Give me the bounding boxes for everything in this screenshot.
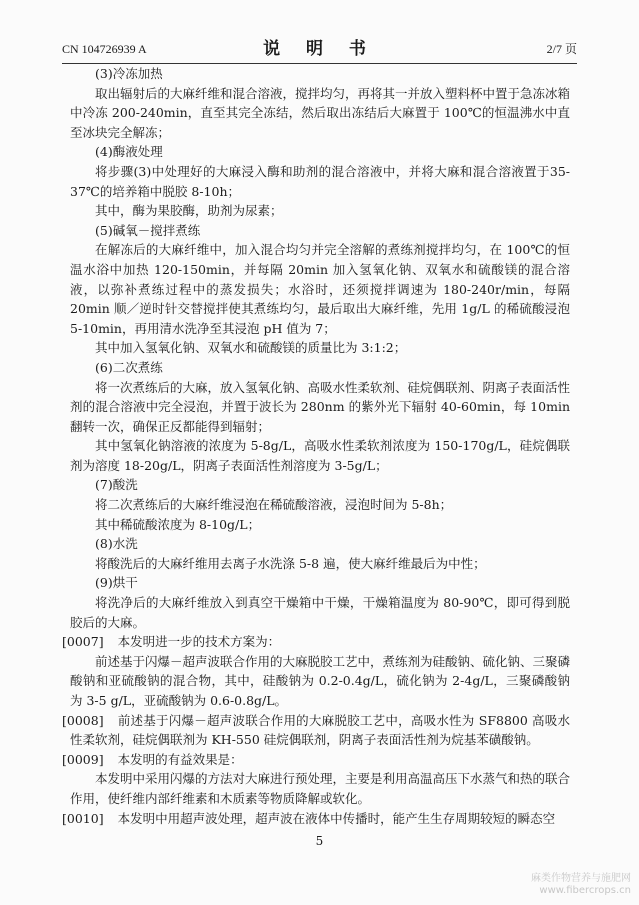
publication-number: CN 104726939 A <box>62 42 147 56</box>
paragraph-text: 本发明中采用闪爆的方法对大麻进行预处理，主要是利用高温高压下水蒸气和热的联合作用，使纤维内部纤维素和木质素等物质降解或软化。 <box>70 771 571 806</box>
paragraph-text: 将一次煮练后的大麻，放入氢氧化钠、高吸水性柔软剂、硅烷偶联剂、阴离子表面活性剂的混合溶液中完全浸泡，并置于波长为 280nm 的紫外光下辐射 40-60min，每 10min 翻转一次，确保正反都能得到辐射； <box>70 379 571 434</box>
paragraph-text: (4)酶液处理 <box>95 144 163 160</box>
body-paragraph <box>70 221 570 241</box>
paragraph-text: (7)酸洗 <box>95 477 138 493</box>
body-paragraph <box>70 769 570 808</box>
body-paragraph <box>70 495 570 515</box>
paragraph-text: 本发明进一步的技术方案为： <box>117 634 281 650</box>
paragraph-text: 将步骤(3)中处理好的大麻浸入酶和助剂的混合溶液中，并将大麻和混合溶液置于35-37℃的培养箱中脱胶 8-10h； <box>70 163 570 199</box>
paragraph-text: 将洗净后的大麻纤维放入到真空干燥箱中干燥，干燥箱温度为 80-90℃，即可得到脱胶后的大麻。 <box>70 595 570 630</box>
body-paragraph <box>70 358 570 378</box>
body-paragraph <box>70 240 570 338</box>
paragraph-number: [0010] <box>62 810 104 826</box>
page-indicator: 2/7 页 <box>546 42 577 56</box>
body-paragraph <box>70 142 570 162</box>
paragraph-text: 取出辐射后的大麻纤维和混合溶液，搅拌均匀，再将其一并放入塑料杯中置于急冻冰箱中冷冻 200-240min，直至其完全冻结，然后取出冻结后大麻置于 100℃的恒温沸水中直至冰块完全解冻； <box>70 85 571 140</box>
paragraph-text: 将二次煮练后的大麻纤维浸泡在稀硫酸溶液，浸泡时间为 5-8h； <box>95 497 453 513</box>
body-paragraph <box>70 64 570 84</box>
paragraph-text: (5)碱氧－搅拌煮练 <box>95 222 201 238</box>
paragraph-text: (8)水洗 <box>95 536 138 552</box>
paragraph-number: [0009] <box>62 751 104 767</box>
paragraph-text: 将酸洗后的大麻纤维用去离子水洗涤 5-8 遍，使大麻纤维最后为中性； <box>95 555 486 571</box>
paragraph-number: [0007] <box>62 634 104 650</box>
watermark-site-name: 麻类作物营养与施肥网 <box>531 873 631 884</box>
page-header <box>62 33 577 64</box>
numbered-paragraph <box>62 750 570 770</box>
body-paragraph <box>70 436 570 475</box>
paragraph-text: (9)烘干 <box>95 575 138 591</box>
paragraph-text: 本发明的有益效果是： <box>117 751 243 767</box>
body-paragraph <box>70 534 570 554</box>
body-paragraph <box>70 573 570 593</box>
paragraph-number: [0008] <box>62 712 104 728</box>
body-paragraph <box>70 162 570 201</box>
numbered-paragraph <box>62 809 570 829</box>
body-paragraph <box>70 201 570 221</box>
site-watermark <box>531 873 631 897</box>
body-paragraph <box>70 84 570 143</box>
watermark-url: www.fibercrops.cn <box>539 885 631 896</box>
body-paragraph <box>70 554 570 574</box>
paragraph-text: 其中稀硫酸浓度为 8-10g/L； <box>95 516 261 532</box>
body-paragraph <box>70 475 570 495</box>
document-body <box>62 64 571 828</box>
paragraph-text: 其中，酶为果胶酶，助剂为尿素； <box>95 203 283 219</box>
numbered-paragraph <box>62 632 570 652</box>
body-paragraph <box>70 378 570 437</box>
paragraph-text: 前述基于闪爆－超声波联合作用的大麻脱胶工艺中，高吸水性为 SF8800 高吸水性柔软剂，硅烷偶联剂为 KH-550 硅烷偶联剂，阴离子表面活性剂为烷基苯磺酸钠。 <box>70 712 570 748</box>
paragraph-text: 其中加入氢氧化钠、双氧水和硫酸镁的质量比为 3:1:2； <box>95 340 407 356</box>
paragraph-text: 本发明中用超声波处理，超声波在液体中传播时，能产生生存周期较短的瞬态空 <box>117 810 556 826</box>
paragraph-text: (6)二次煮练 <box>95 359 163 375</box>
body-paragraph <box>70 652 570 711</box>
numbered-paragraph <box>62 711 570 750</box>
paragraph-text: 前述基于闪爆－超声波联合作用的大麻脱胶工艺中，煮练剂为硅酸钠、硫化钠、三聚磷酸钠和亚硫酸钠的混合物，其中，硅酸钠为 0.2-0.4g/L，硫化钠为 2-4g/L，三聚磷酸钠为 3-5 g/L，亚硫酸钠为 0.6-0.8g/L。 <box>70 653 571 708</box>
body-paragraph <box>70 515 570 535</box>
paragraph-text: (3)冷冻加热 <box>95 66 163 81</box>
page-number: 5 <box>315 834 324 848</box>
paragraph-text: 在解冻后的大麻纤维中，加入混合均匀并完全溶解的煮练剂搅拌均匀，在 100℃的恒温水浴中加热 120-150min，并每隔 20min 加入氢氧化钠、双氧水和硫酸镁的混合溶液，以弥补煮练过程中的蒸发损失；水浴时，还须搅拌调速为 180-240r/min，每隔 20min 顺／逆时针交替搅拌使其煮练均匀，最后取出大麻纤维，先用 1g/L 的稀硫酸浸泡 5-10min，再用清水洗净至其浸泡 pH 值为 7； <box>70 242 570 336</box>
body-paragraph <box>70 593 570 632</box>
document-title: 说 明 书 <box>263 39 376 59</box>
body-paragraph <box>70 338 570 358</box>
paragraph-text: 其中氢氧化钠溶液的浓度为 5-8g/L，高吸水性柔软剂浓度为 150-170g/L，硅烷偶联剂为溶度 18-20g/L，阴离子表面活性剂溶度为 3-5g/L； <box>70 438 570 473</box>
